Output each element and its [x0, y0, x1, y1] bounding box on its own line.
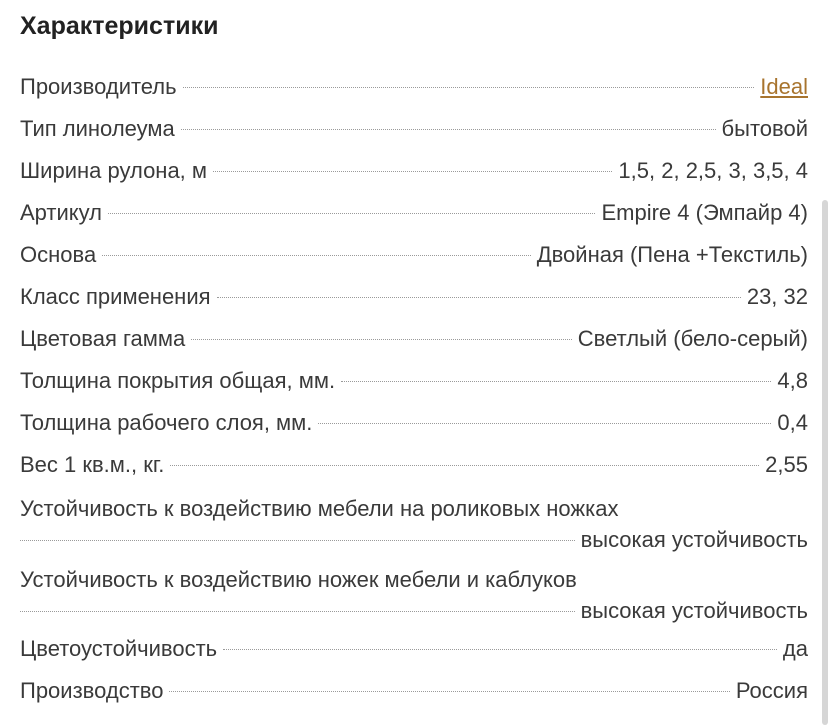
dotted-leader — [318, 423, 771, 424]
spec-row-total-thickness — [20, 360, 808, 402]
spec-value: 2,55 — [765, 452, 808, 477]
dotted-leader — [223, 649, 777, 650]
spec-value: 23, 32 — [746, 284, 808, 309]
dotted-leader — [183, 87, 755, 88]
spec-row-caster-resistance — [20, 486, 808, 557]
spec-row-color — [20, 318, 808, 360]
spec-label: Цветовая гамма — [20, 326, 186, 351]
spec-row-heel-resistance — [20, 557, 808, 628]
spec-value: Двойная (Пена +Текстиль) — [536, 242, 808, 267]
spec-label: Производство — [20, 678, 164, 703]
dotted-leader — [102, 255, 531, 256]
spec-value: Россия — [735, 678, 808, 703]
dotted-leader — [181, 129, 716, 130]
spec-row-weight — [20, 444, 808, 486]
spec-label: Устойчивость к воздействию ножек мебели и каблуков — [20, 567, 577, 592]
spec-list — [20, 66, 808, 712]
dotted-leader — [341, 381, 771, 382]
spec-row-wear-layer — [20, 402, 808, 444]
spec-label: Производитель — [20, 74, 177, 99]
dotted-leader — [20, 611, 575, 612]
spec-label: Цветоустойчивость — [20, 636, 218, 661]
dotted-leader — [169, 691, 729, 692]
dotted-leader — [217, 297, 741, 298]
spec-label: Толщина покрытия общая, мм. — [20, 368, 336, 393]
spec-value: высокая устойчивость — [580, 527, 808, 552]
spec-label: Устойчивость к воздействию мебели на роликовых ножках — [20, 496, 619, 521]
spec-label: Вес 1 кв.м., кг. — [20, 452, 165, 477]
dotted-leader — [213, 171, 612, 172]
dotted-leader — [170, 465, 759, 466]
spec-value: да — [782, 636, 808, 661]
spec-row-article — [20, 192, 808, 234]
spec-label: Толщина рабочего слоя, мм. — [20, 410, 313, 435]
dotted-leader — [191, 339, 572, 340]
spec-label: Основа — [20, 242, 97, 267]
spec-row-manufacturer — [20, 66, 808, 108]
spec-label: Класс применения — [20, 284, 211, 309]
dotted-leader — [108, 213, 595, 214]
spec-row-colorfastness — [20, 628, 808, 670]
spec-value: Empire 4 (Эмпайр 4) — [601, 200, 808, 225]
spec-row-production — [20, 670, 808, 712]
spec-row-type — [20, 108, 808, 150]
spec-value: бытовой — [721, 116, 808, 141]
spec-value: высокая устойчивость — [580, 598, 808, 623]
spec-label: Тип линолеума — [20, 116, 175, 141]
spec-value: Светлый (бело-серый) — [577, 326, 808, 351]
spec-row-base — [20, 234, 808, 276]
spec-label: Ширина рулона, м — [20, 158, 208, 183]
dotted-leader — [20, 540, 575, 541]
spec-value: 4,8 — [777, 368, 808, 393]
spec-value: 0,4 — [777, 410, 808, 435]
spec-row-roll-width — [20, 150, 808, 192]
scrollbar[interactable] — [822, 200, 828, 725]
spec-label: Артикул — [20, 200, 103, 225]
manufacturer-link[interactable]: Ideal — [760, 74, 808, 99]
section-title: Характеристики — [20, 12, 219, 40]
spec-value: 1,5, 2, 2,5, 3, 3,5, 4 — [618, 158, 808, 183]
spec-row-class — [20, 276, 808, 318]
